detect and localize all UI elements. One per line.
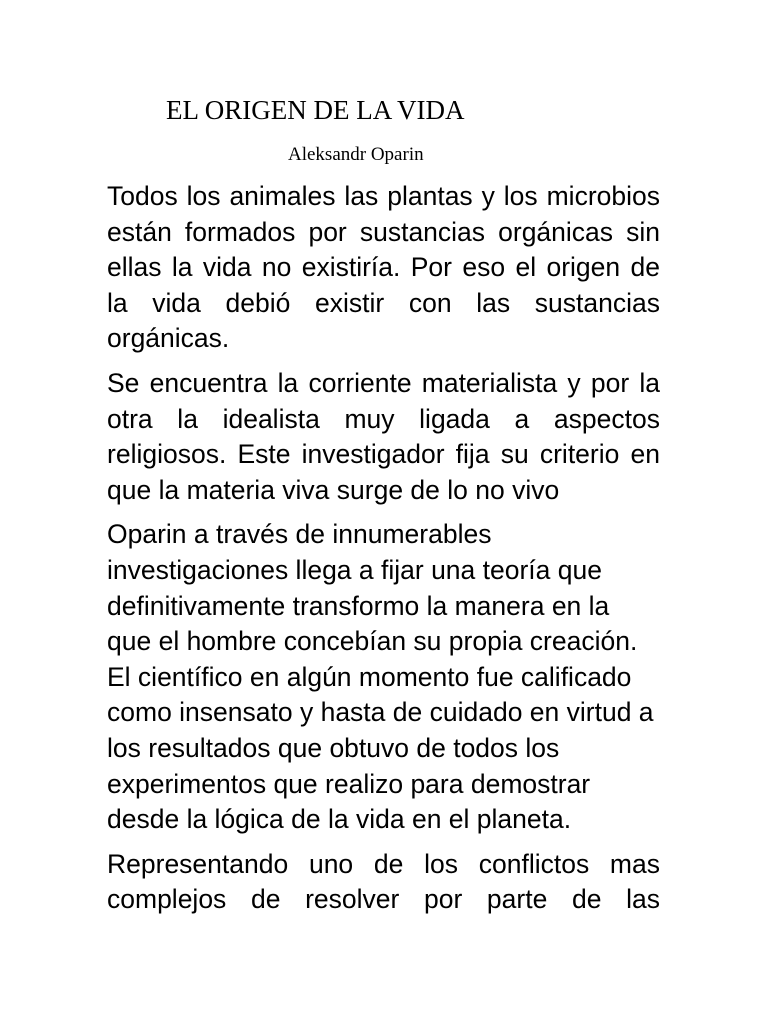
document-body [107, 179, 660, 927]
paragraph-3: Oparin a través de innumerables investigaciones llega a fijar una teoría que definitivamente transformo la manera en la que el hombre concebían su propia creación. El científico en algún momento fue calificado como insensato y hasta de cuidado en virtud a los resultados que obtuvo de todos los experimentos que realizo para demostrar desde la lógica de la vida en el planeta. [107, 519, 654, 835]
document-title: EL ORIGEN DE LA VIDA [166, 95, 465, 125]
paragraph-2: Se encuentra la corriente materialista y por la otra la idealista muy ligada a aspectos religiosos. Este investigador fija su criterio en que la materia viva surge de lo no vivo [107, 367, 660, 505]
document-author: Aleksandr Oparin [288, 144, 424, 165]
paragraph-1: Todos los animales las plantas y los microbios están formados por sustancias orgánicas sin ellas la vida no existiría. Por eso el origen de la vida debió existir con las sustancias orgánicas. [107, 181, 660, 354]
paragraph-4: Representando uno de los conflictos mas complejos de resolver por parte de las [107, 848, 660, 915]
